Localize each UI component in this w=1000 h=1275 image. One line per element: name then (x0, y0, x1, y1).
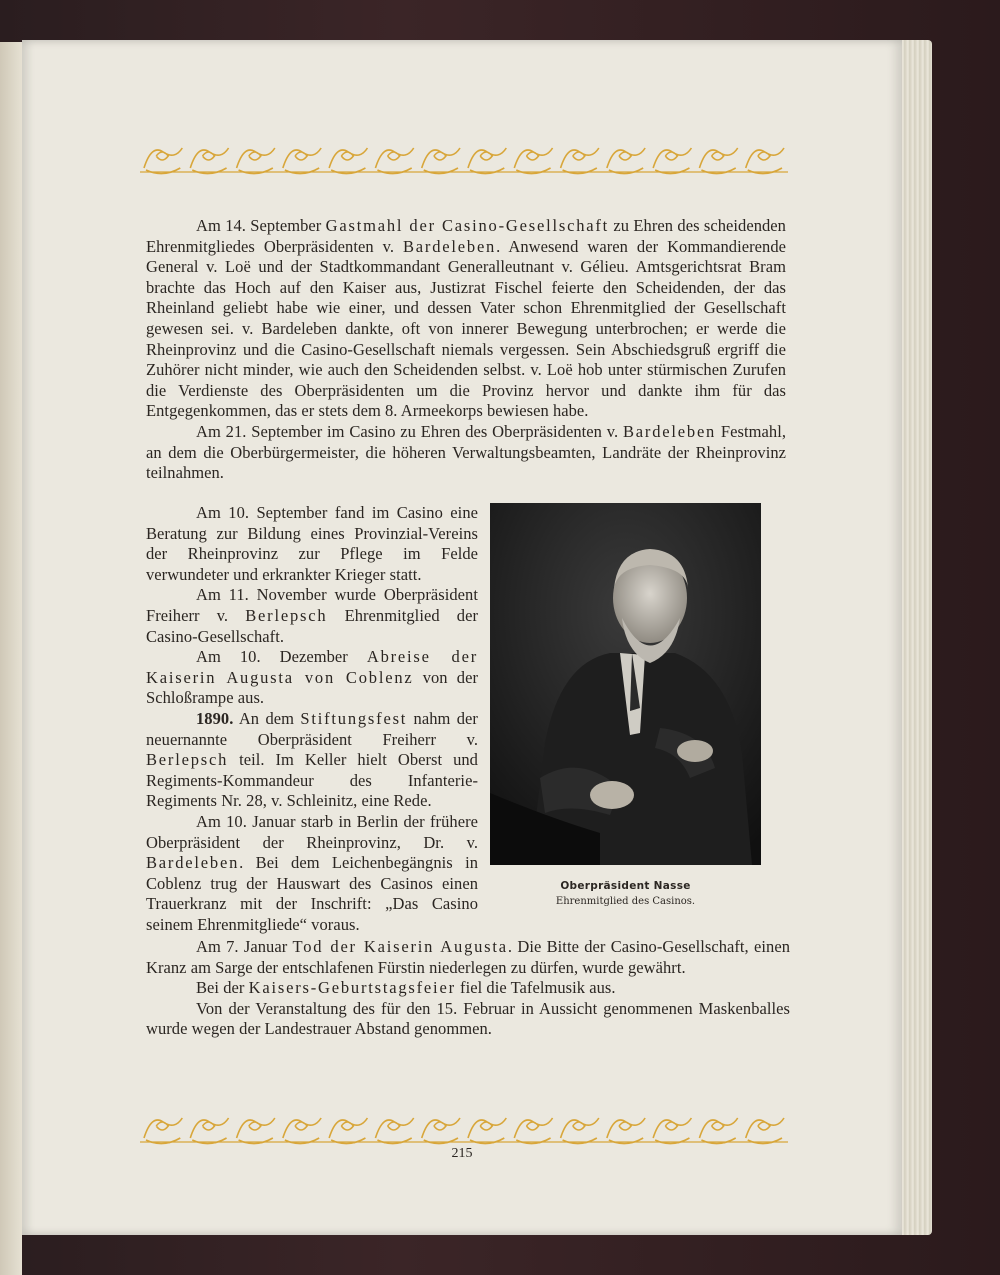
ornament-border-bottom (140, 1108, 788, 1150)
spaced-text: Gastmahl der Casino-Gesellschaft (325, 216, 610, 235)
paragraph (146, 937, 790, 978)
paragraph (146, 709, 478, 812)
paragraph (146, 422, 786, 484)
spaced-text: Stiftungsfest (300, 708, 408, 728)
ornament-border-top (140, 138, 788, 180)
photo-caption (490, 880, 761, 907)
text-run: Am 21. September im Casino zu Ehren des Oberpräsidenten v. (196, 421, 623, 441)
paragraph (146, 978, 790, 999)
text-run: . Bei dem Leichenbegängnis in Coblenz trug der Hauswart des Casinos einen Trauerkranz mit der Inschrift: „Das Casino seinem Ehrenmitgliede“ voraus. (146, 853, 478, 934)
text-run: Am 10. Dezember (196, 647, 367, 667)
text-run: von der Schloßrampe aus. (146, 667, 478, 708)
spaced-text: Tod der Kaiserin Augusta (292, 937, 508, 956)
paragraph (146, 216, 786, 422)
text-run: zu Ehren des scheidenden Ehrenmitgliedes Oberpräsidenten v. (146, 216, 786, 256)
text-run: Festmahl, an dem die Oberbürgermeister, die höheren Verwaltungsbeamten, Landräte der Rheinprovinz teilnahmen. (146, 421, 787, 483)
text-run: Am 11. November wurde Oberpräsident Freiherr v. (146, 585, 478, 625)
paragraph (146, 812, 478, 936)
text-run: nahm der neuernannte Oberpräsident Freiherr v. (146, 708, 478, 749)
text-run: Am 10. September fand im Casino eine Beratung zur Bildung eines Provinzial-Vereins der Rheinprovinz zur Pflege im Felde verwundeter und erkrankter Krieger statt. (146, 503, 478, 584)
paragraph (146, 647, 478, 709)
spaced-text: Kaisers-Geburtstagsfeier (248, 978, 456, 998)
text-run: . Anwesend waren der Kommandierende General v. Loë und der Stadtkommandant Generalleutnant v. Gélieu. Amtsgerichtsrat Bram brachte das Hoch auf den Kaiser aus, Justizrat Fischel feierte den Scheidenden, der das Rheinland geliebt habe wie einer, und dessen Vater schon Ehrenmitglied der Gesellschaft gewesen sei. v. Bardeleben dankte, oft von innerer Bewegung unterbrochen; er werde die Rheinprovinz und die Casino-Gesellschaft niemals vergessen. Sein Abschiedsgruß ergriff die Zuhörer nicht minder, wie auch den Scheidenden selbst. v. Loë hob unter stürmischen Zurufen die Verdienste des Oberpräsidenten um die Provinz hervor und dankte ihm für das Entgegenkommen, das er stets dem 8. Armeekorps bewiesen habe. (146, 236, 786, 421)
bold-year: 1890. (196, 708, 234, 728)
caption-title: Oberpräsident Nasse (560, 880, 691, 892)
text-run: teil. Im Keller hielt Oberst und Regiments-Kommandeur des Infanterie-Regiments Nr. 28, v. Schleinitz, eine Rede. (146, 750, 478, 811)
spaced-text: Bardeleben (146, 853, 240, 873)
spaced-text: Abreise der Kaiserin Augusta von Coblenz (146, 647, 479, 687)
text-run: An dem (233, 708, 301, 728)
text-run: Ehrenmitglied der Casino-Gesellschaft. (146, 605, 478, 646)
paragraph (146, 585, 478, 647)
text-run: fiel die Tafelmusik aus. (455, 978, 616, 998)
page-number: 215 (451, 1146, 473, 1161)
text-run: Am 7. Januar (196, 937, 293, 956)
text-run: Bei der (196, 978, 249, 998)
text-run: . Die Bitte der Casino-Gesellschaft, einen Kranz am Sarge der entschlafenen Fürstin niederlegen zu dürfen, wurde gewährt. (146, 937, 790, 977)
paragraph (146, 503, 478, 585)
spaced-text: Bardeleben (622, 421, 717, 441)
portrait-photo (490, 503, 761, 865)
book-page (22, 40, 902, 1235)
spaced-text: Bardeleben (402, 236, 497, 256)
spaced-text: Berlepsch (146, 750, 229, 770)
text-run: Am 10. Januar starb in Berlin der frühere Oberpräsident der Rheinprovinz, Dr. v. (146, 811, 478, 852)
text-column-left (146, 503, 478, 935)
text-block-top (146, 216, 786, 484)
left-page-edge (0, 42, 22, 1275)
text-run: Am 14. September (196, 216, 326, 235)
paragraph (146, 999, 790, 1040)
text-run: Von der Veranstaltung des für den 15. Februar in Aussicht genommenen Maskenballes wurde wegen der Landestrauer Abstand genommen. (146, 998, 790, 1039)
page-stack-edge (900, 40, 932, 1235)
spaced-text: Berlepsch (245, 605, 328, 625)
text-block-bottom (146, 937, 790, 1040)
caption-subtitle: Ehrenmitglied des Casinos. (555, 896, 696, 907)
